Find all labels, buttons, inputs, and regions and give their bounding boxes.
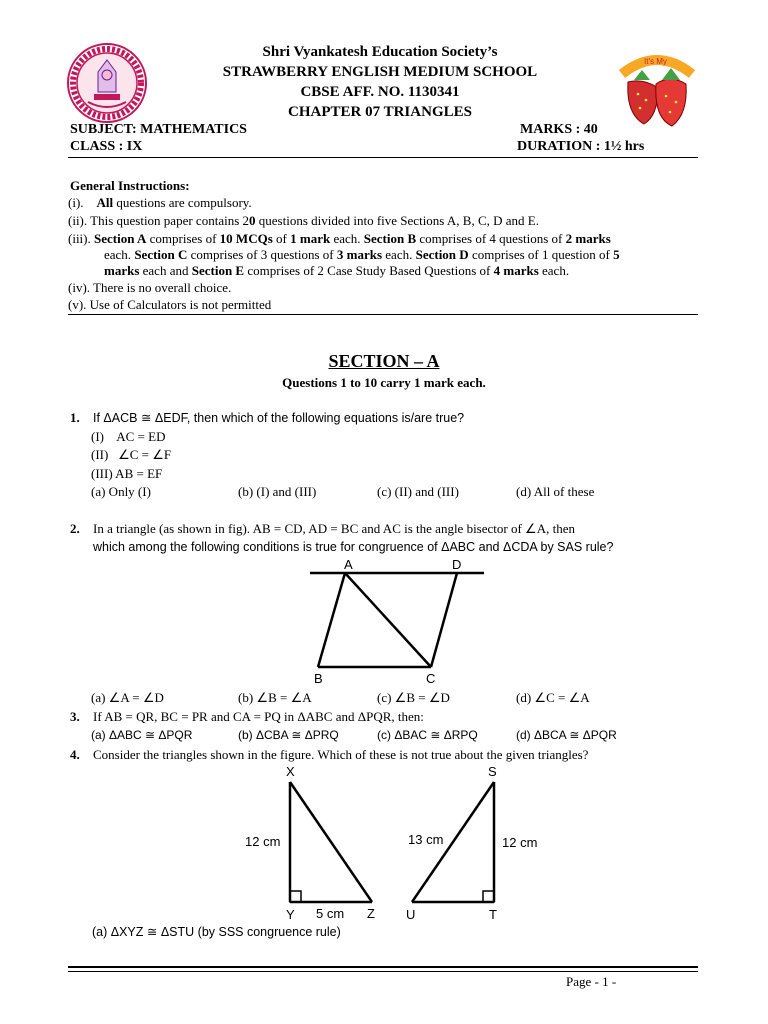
header-divider xyxy=(68,157,698,158)
q2-label-b: B xyxy=(314,671,323,686)
instruction-iii-line2: each. Section C comprises of 3 questions of 3 marks each. Section D comprises of 1 question of 5 xyxy=(104,247,620,262)
q4-label-y: Y xyxy=(286,907,295,922)
q4-label-st: 12 cm xyxy=(502,835,538,850)
q3-option-d: (d) ΔBCA ≅ ΔPQR xyxy=(516,728,617,742)
q2-label-a: A xyxy=(344,557,353,572)
society-name: Shri Vyankatesh Education Society’s xyxy=(262,44,498,60)
q4-label-z: Z xyxy=(367,906,375,921)
q4-figure xyxy=(240,762,550,922)
class-label: CLASS : IX xyxy=(70,139,143,154)
q1-option-b: (b) (I) and (III) xyxy=(238,484,317,499)
instruction-v: (v). Use of Calculators is not permitted xyxy=(68,297,272,312)
instruction-iii: (iii). Section A comprises of 10 MCQs of 1 mark each. Section B comprises of 4 questions of 2 marks xyxy=(68,231,611,246)
duration-label: DURATION : 1½ hrs xyxy=(517,139,645,154)
q1-option-c: (c) (II) and (III) xyxy=(377,484,459,499)
section-a-subtitle: Questions 1 to 10 carry 1 mark each. xyxy=(282,375,486,390)
question-3-text: If AB = QR, BC = PR and CA = PQ in ΔABC and ΔPQR, then: xyxy=(93,709,424,724)
q2-option-b: (b) ∠B = ∠A xyxy=(238,690,312,705)
question-4-number: 4. xyxy=(70,747,80,762)
question-4-text: Consider the triangles shown in the figure. Which of these is not true about the given triangles? xyxy=(93,747,589,762)
school-seal-logo xyxy=(66,42,148,124)
subject-label: SUBJECT: MATHEMATICS xyxy=(70,122,247,137)
q1-statement-3: (III) AB = EF xyxy=(91,466,163,481)
question-2-text-line2: which among the following conditions is true for congruence of ΔABC and ΔCDA by SAS rule? xyxy=(93,540,614,554)
q2-option-d: (d) ∠C = ∠A xyxy=(516,690,590,705)
q1-option-a: (a) Only (I) xyxy=(91,484,151,499)
q4-label-su: 13 cm xyxy=(408,832,444,847)
question-2-number: 2. xyxy=(70,521,80,536)
instruction-iv: (iv). There is no overall choice. xyxy=(68,280,232,295)
q2-option-a: (a) ∠A = ∠D xyxy=(91,690,164,705)
q2-figure xyxy=(300,555,500,690)
logo-text: It's My xyxy=(644,57,667,66)
q3-option-a: (a) ΔABC ≅ ΔPQR xyxy=(91,728,193,742)
affiliation: CBSE AFF. NO. 1130341 xyxy=(300,84,460,100)
strawberry-logo xyxy=(614,44,700,128)
instruction-ii: (ii). This question paper contains 20 questions divided into five Sections A, B, C, D and E. xyxy=(68,213,539,228)
q4-label-yz: 5 cm xyxy=(316,906,345,921)
school-name: STRAWBERRY ENGLISH MEDIUM SCHOOL xyxy=(222,64,538,80)
footer-divider-1 xyxy=(68,966,698,968)
page-number: Page - 1 - xyxy=(566,974,617,989)
section-a-title: SECTION – A xyxy=(328,351,440,371)
question-2-text-line1: In a triangle (as shown in fig). AB = CD, AD = BC and AC is the angle bisector of ∠A, then xyxy=(93,521,575,536)
marks-label: MARKS : 40 xyxy=(520,122,598,137)
q2-option-c: (c) ∠B = ∠D xyxy=(377,690,450,705)
q1-option-d: (d) All of these xyxy=(516,484,595,499)
chapter-title: CHAPTER 07 TRIANGLES xyxy=(288,104,472,120)
instructions-divider xyxy=(68,314,698,315)
q1-statement-2: (II) ∠C = ∠F xyxy=(91,447,172,462)
q1-statement-1: (I) AC = ED xyxy=(91,429,166,444)
instruction-iii-line3: marks each and Section E comprises of 2 Case Study Based Questions of 4 marks each. xyxy=(104,263,570,278)
q4-label-t: T xyxy=(489,907,497,922)
q4-label-x: X xyxy=(286,764,295,779)
q3-option-c: (c) ΔBAC ≅ ΔRPQ xyxy=(377,728,478,742)
q2-label-d: D xyxy=(452,557,462,572)
question-3-number: 3. xyxy=(70,709,80,724)
footer-divider-2 xyxy=(68,971,698,972)
q4-label-s: S xyxy=(488,764,497,779)
question-1-text: If ΔACB ≅ ΔEDF, then which of the following equations is/are true? xyxy=(93,411,465,425)
instruction-i: (i). All questions are compulsory. xyxy=(68,195,252,210)
q4-label-xy: 12 cm xyxy=(245,834,281,849)
q3-option-b: (b) ΔCBA ≅ ΔPRQ xyxy=(238,728,339,742)
q4-option-a: (a) ΔXYZ ≅ ΔSTU (by SSS congruence rule) xyxy=(92,925,341,939)
question-1-number: 1. xyxy=(70,410,80,425)
instructions-title: General Instructions: xyxy=(70,178,190,193)
q4-label-u: U xyxy=(406,907,416,922)
q2-label-c: C xyxy=(426,671,436,686)
